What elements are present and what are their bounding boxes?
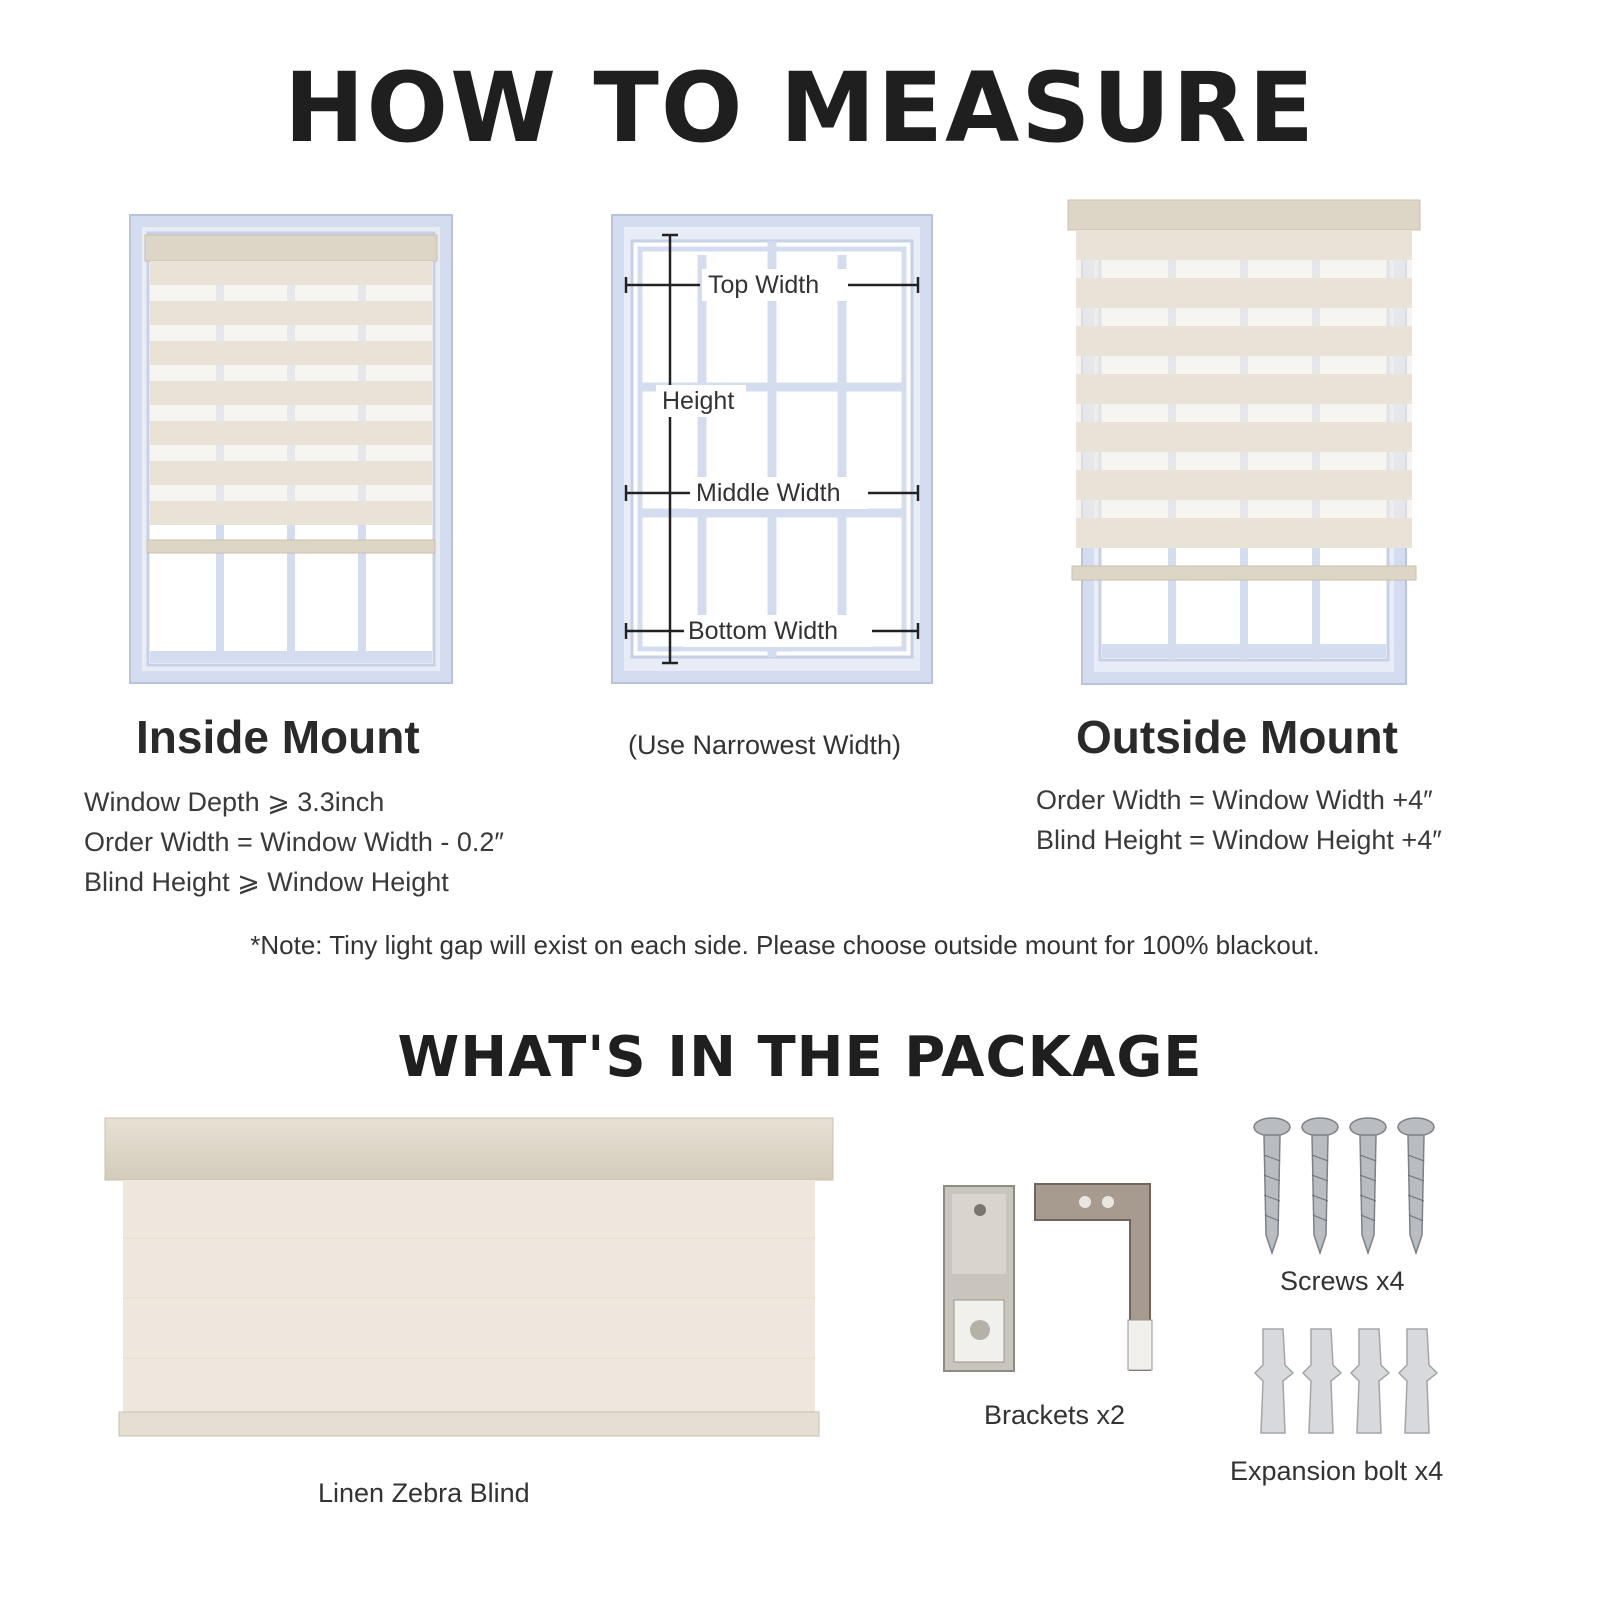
screws-image [1250, 1115, 1445, 1260]
brackets-image [940, 1180, 1155, 1380]
outside-rule: Order Width = Window Width +4″ [1036, 785, 1433, 815]
inside-mount-illustration [130, 215, 455, 685]
page-title: HOW TO MEASURE [284, 52, 1316, 164]
outside-mount-title: Outside Mount [1076, 711, 1398, 763]
outside-mount-rules [1036, 780, 1442, 860]
screws-label: Screws x4 [1280, 1266, 1405, 1296]
blind-label: Linen Zebra Blind [318, 1478, 530, 1508]
inside-rule: Window Depth ⩾ 3.3inch [84, 787, 385, 817]
outside-rule: Blind Height = Window Height +4″ [1036, 825, 1442, 855]
inside-rule: Blind Height ⩾ Window Height [84, 867, 449, 897]
expansion-bolts-image [1255, 1325, 1440, 1440]
outside-mount-illustration [1068, 200, 1423, 690]
height-label: Height [662, 387, 735, 415]
inside-rule: Order Width = Window Width - 0.2″ [84, 827, 504, 857]
bottom-width-label: Bottom Width [688, 617, 839, 645]
inside-mount-rules [84, 782, 504, 902]
middle-width-label: Middle Width [696, 479, 841, 507]
expansion-bolts-label: Expansion bolt x4 [1230, 1456, 1444, 1486]
blackout-note: *Note: Tiny light gap will exist on each side. Please choose outside mount for 100% blackout. [250, 930, 1320, 960]
brackets-label: Brackets x2 [984, 1400, 1126, 1430]
zebra-blind-image [105, 1118, 835, 1443]
top-width-label: Top Width [708, 271, 820, 299]
measure-diagram [612, 215, 937, 685]
narrowest-width-caption: (Use Narrowest Width) [628, 730, 902, 760]
package-title: WHAT'S IN THE PACKAGE [397, 1025, 1203, 1090]
inside-mount-title: Inside Mount [136, 711, 420, 763]
